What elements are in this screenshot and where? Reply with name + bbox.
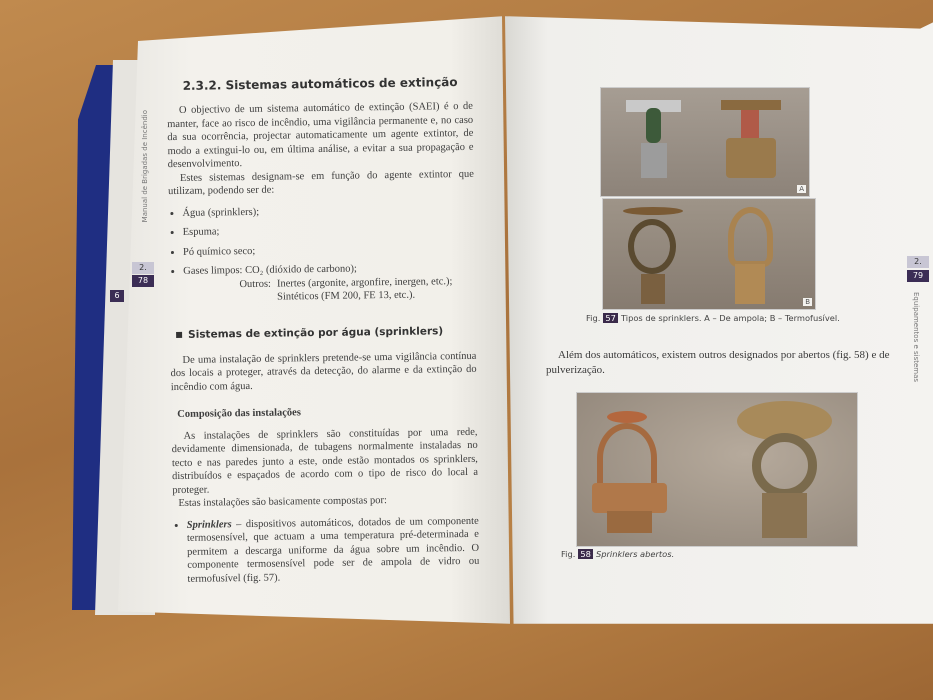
fig-caption-text: Tipos de sprinklers. A – De ampola; B – Termofusível.: [620, 313, 840, 323]
sprinkler-paragraph: De uma instalação de sprinklers pretende-se uma vigilância contínua dos locais a proteger, através da detecção, do alarme e da extinção do incêndio com água.: [170, 350, 477, 393]
agents-list: [168, 202, 475, 278]
fig-number: 58: [580, 549, 591, 559]
agent-item: • Espuma;: [183, 222, 475, 240]
composition-paragraph: As instalações de sprinklers são constituídas por uma rede, devidamente dimensionada, de tubagens normalmente instaladas no tecto e nas paredes junto a este, onde estão montados os sprinklers, distribuídos e espaçados de acordo com o tipo de risco do local a proteger.: [171, 426, 479, 496]
bullet-text: – dispositivos automáticos, dotados de um componente termosensível, que actuam a uma temperatura pré-determinada e permitem a descarga uniforme da água sobre um incêndio. O componente termosensível pode ser de ampola de vidro ou termofusível (fig. 57).: [186, 515, 480, 585]
square-bullet-icon: [176, 331, 182, 337]
fig-number: 57: [605, 313, 616, 323]
fig58-caption: [561, 549, 674, 559]
agent-item: • Água (sprinklers);: [182, 202, 474, 220]
intro-paragraph: O objectivo de um sistema automático de extinção (SAEI) é o de manter, face ao risco de incêndio, uma vigilância permanente e, no caso da sua ocorrência, projectar automaticamente um agente extintor, de modo a extingui-lo ou, em última análise, a evitar a sua propagação e desenvolvimento.: [167, 100, 474, 171]
photo-label-b: B: [805, 298, 810, 306]
right-tab-chapter: 2.: [907, 256, 929, 268]
right-side-title: Equipamentos e sistemas: [912, 292, 920, 383]
left-tab-under: 6: [110, 290, 124, 302]
subheading: Sistemas de extinção por água (sprinklers): [188, 324, 444, 341]
others-item: Inertes (argonite, argonfire, inergen, etc.);: [276, 275, 453, 290]
photo-label-a: A: [799, 185, 804, 193]
open-sprinklers-paragraph: Além dos automáticos, existem outros designados por abertos (fig. 58) e de pulverização.: [546, 349, 890, 376]
agents-intro: Estes sistemas designam-se em função do agente extintor que utilizam, podendo ser de:: [168, 168, 474, 198]
left-tab-chapter: 2.: [132, 262, 154, 274]
photo-sprinkler-a: [600, 87, 810, 197]
fig-prefix: Fig.: [561, 549, 576, 559]
fig-prefix: Fig.: [586, 313, 601, 323]
others-label: Outros:: [239, 278, 271, 290]
subheading-row: [176, 323, 476, 341]
fig-caption-text: Sprinklers abertos.: [595, 549, 675, 559]
composition-intro: Estas instalações são basicamente compostas por:: [178, 495, 388, 509]
section-heading: 2.3.2. Sistemas automáticos de extinção: [182, 75, 458, 93]
sprinkler-bullet: [173, 514, 480, 586]
others-item: Sintéticos (FM 200, FE 13, etc.).: [277, 289, 416, 303]
photo-sprinkler-b: [602, 198, 816, 310]
right-tab-page: 79: [907, 270, 929, 282]
agent-item: • Gases limpos: CO₂ (dióxido de carbono);: [183, 261, 475, 279]
bullet-term: Sprinklers: [186, 518, 232, 531]
others-block: [169, 274, 475, 305]
fig57-caption: [586, 313, 840, 323]
left-tab-page: 78: [132, 275, 154, 287]
left-text-column: [167, 74, 480, 592]
agent-item: • Pó químico seco;: [183, 241, 475, 259]
composition-heading: Composição das instalações: [177, 407, 301, 421]
photo-open-sprinklers: [576, 392, 858, 547]
left-side-title: Manual de Brigadas de Incêndio: [141, 110, 149, 223]
